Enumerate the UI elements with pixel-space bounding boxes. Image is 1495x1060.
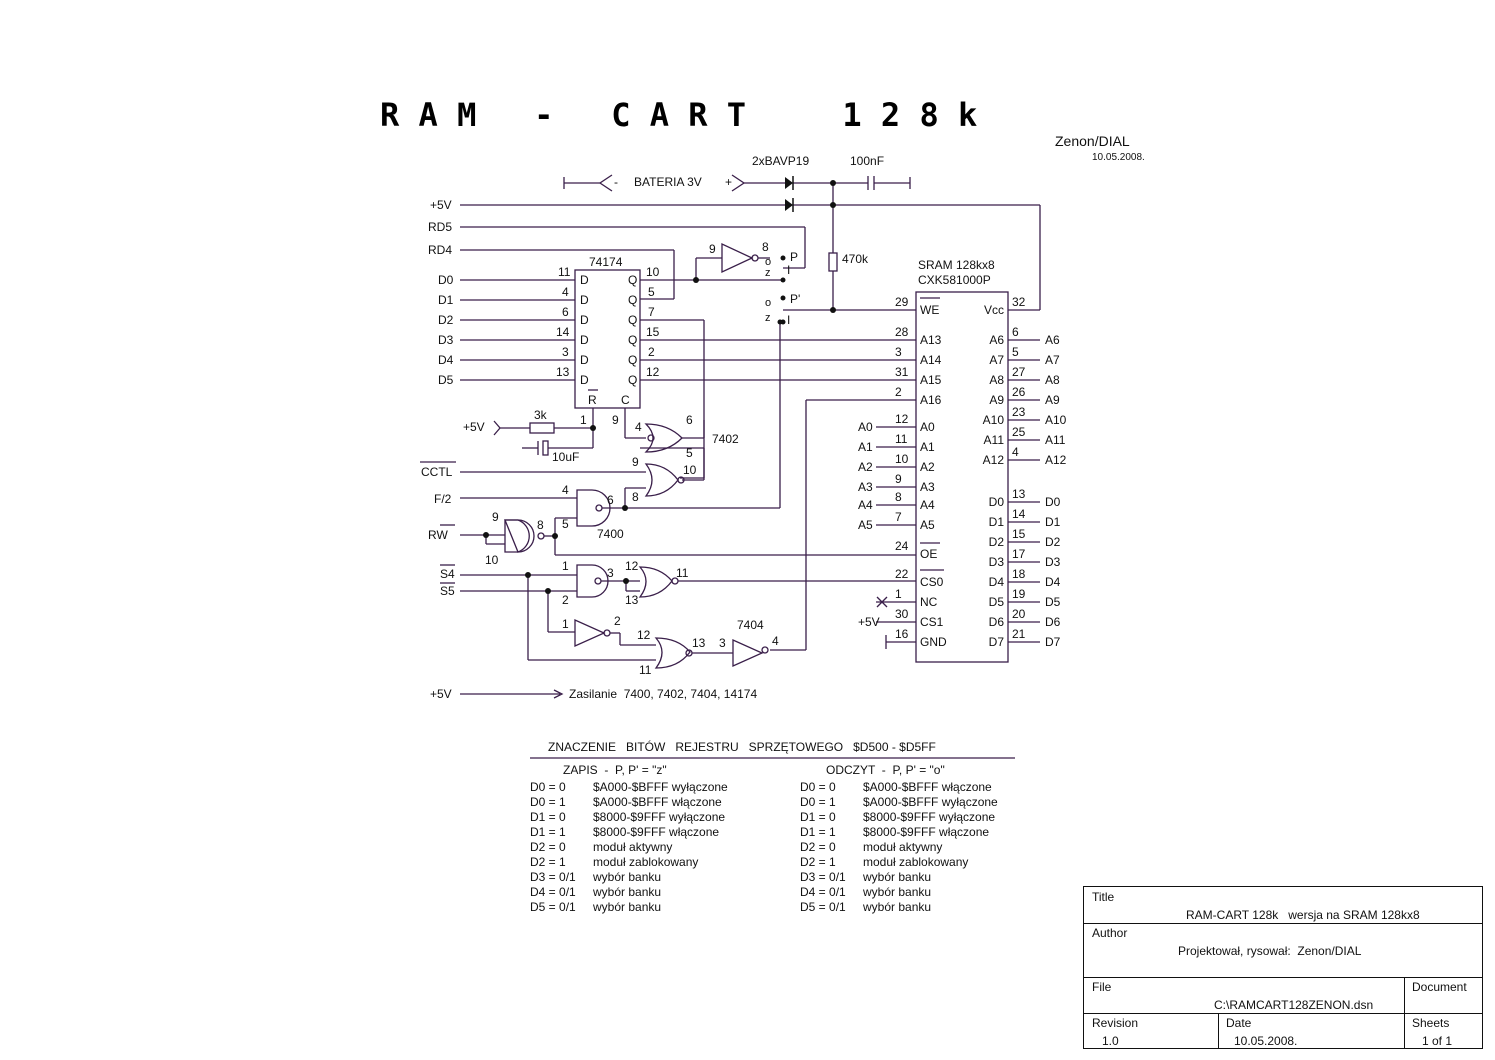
- sram-net-label: +5V: [858, 615, 880, 629]
- input-cctl: CCTL: [421, 465, 453, 479]
- sram-net-label: D3: [1045, 555, 1061, 569]
- gate-pin: 4: [635, 420, 642, 434]
- inv-7404-label: 7404: [737, 618, 764, 632]
- u74174-out-pin: 2: [648, 345, 655, 359]
- sram-pin-name: A14: [920, 353, 942, 367]
- u74174-pin: 3: [562, 345, 569, 359]
- tb-sheets-label: Sheets: [1412, 1016, 1450, 1030]
- sram-pin-name: A12: [982, 453, 1004, 467]
- table-row-value: wybór banku: [593, 870, 662, 884]
- battery-label: BATERIA 3V: [634, 175, 702, 189]
- sram-pin-number: 13: [1012, 487, 1026, 501]
- gate-pin: 9: [632, 455, 639, 469]
- sram-pin-number: 1: [895, 587, 902, 601]
- table-row-value: $8000-$9FFF włączone: [593, 825, 720, 839]
- sram-net-label: A8: [1045, 373, 1060, 387]
- sram-pin-number: 23: [1012, 405, 1026, 419]
- tb-revision-value: 1.0: [1102, 1034, 1119, 1048]
- gate-pin: 10: [683, 463, 697, 477]
- input-rd5: RD5: [428, 220, 453, 234]
- sram-net-label: D6: [1045, 615, 1061, 629]
- sram-pin-name: D3: [988, 555, 1004, 569]
- table-row-value: moduł aktywny: [863, 840, 943, 854]
- input-5v: +5V: [430, 198, 452, 212]
- sram-pin-name: A6: [989, 333, 1004, 347]
- gate-pin: 8: [537, 518, 544, 532]
- input-d5: D5: [438, 373, 454, 387]
- diodes-label: 2xBAVP19: [752, 154, 810, 168]
- table-row-key: D3 = 0/1: [800, 870, 846, 884]
- reset-cap-label: 10uF: [552, 450, 580, 464]
- table-row-key: D2 = 1: [530, 855, 566, 869]
- tb-file-value: C:\RAMCART128ZENON.dsn: [1214, 998, 1374, 1012]
- u74174-c-pin: 9: [612, 413, 619, 427]
- tb-date-label: Date: [1226, 1016, 1252, 1030]
- tb-author-label: Author: [1092, 926, 1128, 940]
- sram-pin-name: A4: [920, 498, 935, 512]
- gate-pin: 4: [772, 634, 779, 648]
- tb-title-label: Title: [1092, 890, 1115, 904]
- sram-pin-name: A11: [983, 433, 1004, 447]
- date-tag: 10.05.2008.: [1092, 152, 1145, 163]
- table-heading: ZNACZENIE BITÓW REJESTRU SPRZĘTOWEGO $D500 - $D5FF: [548, 740, 936, 754]
- gate-pin: 10: [485, 553, 499, 567]
- input-rw: RW: [428, 528, 448, 542]
- designer-tag: Zenon/DIAL: [1055, 133, 1130, 149]
- sram-pin-number: 27: [1012, 365, 1026, 379]
- sram-pin-number: 15: [1012, 527, 1026, 541]
- table-row-key: D0 = 1: [530, 795, 566, 809]
- table-row-value: wybór banku: [863, 885, 932, 899]
- switch-p-i: I: [787, 263, 791, 277]
- gate-pin: 6: [607, 493, 614, 507]
- sram-name: SRAM 128kx8: [918, 258, 995, 272]
- u74174-pin: 14: [556, 325, 570, 339]
- tb-file-label: File: [1092, 980, 1112, 994]
- sram-net-label: A0: [858, 420, 873, 434]
- tb-author-value: Projektował, rysował: Zenon/DIAL: [1178, 944, 1362, 958]
- sram-pin-number: 22: [895, 567, 909, 581]
- u74174-d: D: [580, 373, 589, 387]
- sram-net-label: A9: [1045, 393, 1060, 407]
- u74174-d: D: [580, 273, 589, 287]
- input-rd4: RD4: [428, 243, 453, 257]
- sram-net-label: D5: [1045, 595, 1061, 609]
- title-block: [1083, 886, 1483, 1049]
- sram-pin-name: D0: [988, 495, 1004, 509]
- table-row-key: D1 = 0: [530, 810, 566, 824]
- gate-pin: 11: [639, 663, 652, 677]
- sram-pin-number: 9: [895, 472, 902, 486]
- sram-pin-name: A5: [920, 518, 935, 532]
- switch-p-z: z: [765, 267, 771, 279]
- u74174-out-pin: 10: [646, 265, 660, 279]
- gate-pin: 9: [492, 510, 499, 524]
- sram-net-label: A7: [1045, 353, 1060, 367]
- table-row-key: D3 = 0/1: [530, 870, 576, 884]
- u74174-pin: 6: [562, 305, 569, 319]
- sram-pin-name: D2: [988, 535, 1004, 549]
- sram-pin-name: A7: [989, 353, 1004, 367]
- nand-7400-label: 7400: [597, 527, 624, 541]
- sram-pin-number: 12: [895, 412, 909, 426]
- sram-pin-name: Vcc: [983, 303, 1004, 317]
- sram-net-label: A12: [1045, 453, 1067, 467]
- u74174-d: D: [580, 313, 589, 327]
- sram-pin-name: OE: [920, 547, 938, 561]
- gate-pin: 1: [562, 559, 569, 573]
- sram-pin-number: 26: [1012, 385, 1026, 399]
- sram-pin-name: A3: [920, 480, 935, 494]
- u74174-q: Q: [628, 353, 638, 367]
- sram-pin-number: 6: [1012, 325, 1019, 339]
- u74174-out-pin: 7: [648, 305, 655, 319]
- sram-pin-number: 10: [895, 452, 909, 466]
- u74174-c: C: [621, 393, 630, 407]
- table-row-value: $A000-$BFFF włączone: [863, 780, 992, 794]
- sram-pin-name: A0: [920, 420, 935, 434]
- gate-pin: 4: [562, 483, 569, 497]
- switch-pp-label: P': [790, 292, 801, 306]
- u74174-r: R: [588, 393, 597, 407]
- sram-pin-number: 3: [895, 345, 902, 359]
- sram-net-label: D2: [1045, 535, 1061, 549]
- gate-pin: 1: [562, 617, 569, 631]
- sram-net-label: D1: [1045, 515, 1061, 529]
- gate-pin: 2: [614, 614, 621, 628]
- table-row-value: wybór banku: [593, 900, 662, 914]
- table-row-value: $A000-$BFFF włączone: [593, 795, 722, 809]
- table-row-key: D2 = 1: [800, 855, 836, 869]
- sram-net-label: D4: [1045, 575, 1061, 589]
- sram-pin-number: 7: [895, 510, 902, 524]
- tb-sheets-value: 1 of 1: [1422, 1034, 1453, 1048]
- switch-p-o: o: [765, 256, 772, 268]
- u74174-d: D: [580, 293, 589, 307]
- sram-net-label: D0: [1045, 495, 1061, 509]
- sram-pin-name: D5: [988, 595, 1004, 609]
- table-row-key: D5 = 0/1: [800, 900, 846, 914]
- sram-net-label: A3: [858, 480, 873, 494]
- sram-pin-name: A8: [989, 373, 1004, 387]
- sram-net-label: A5: [858, 518, 873, 532]
- table-row-value: wybór banku: [593, 885, 662, 899]
- table-right-head: ODCZYT - P, P' = "o": [826, 763, 945, 777]
- sram-net-label: A2: [858, 460, 873, 474]
- battery-plus: +: [725, 175, 733, 189]
- u74174-out-pin: 5: [648, 285, 655, 299]
- sram-pin-name: A2: [920, 460, 935, 474]
- sram-net-label: A10: [1045, 413, 1067, 427]
- table-row-value: $A000-$BFFF wyłączone: [863, 795, 998, 809]
- sram-pin-number: 32: [1012, 295, 1026, 309]
- gate-pin: 6: [686, 413, 693, 427]
- table-row-key: D1 = 1: [800, 825, 836, 839]
- sram-pin-name: A15: [920, 373, 942, 387]
- table-left-head: ZAPIS - P, P' = "z": [563, 763, 667, 777]
- tb-revision-label: Revision: [1092, 1016, 1139, 1030]
- table-row-key: D1 = 0: [800, 810, 836, 824]
- sram-part: CXK581000P: [918, 273, 991, 287]
- sram-pin-name: A1: [920, 440, 935, 454]
- tb-date-value: 10.05.2008.: [1234, 1034, 1298, 1048]
- sram-pin-number: 24: [895, 539, 909, 553]
- sram-net-label: D7: [1045, 635, 1061, 649]
- table-row-key: D5 = 0/1: [530, 900, 576, 914]
- sram-pin-number: 4: [1012, 445, 1019, 459]
- sram-pin-number: 29: [895, 295, 909, 309]
- reset-res-label: 3k: [534, 408, 547, 422]
- tb-document-label: Document: [1412, 980, 1467, 994]
- u74174-q: Q: [628, 373, 638, 387]
- table-row-value: $8000-$9FFF włączone: [863, 825, 990, 839]
- table-row-value: moduł zablokowany: [863, 855, 969, 869]
- table-row-key: D0 = 0: [530, 780, 566, 794]
- table-row-key: D2 = 0: [530, 840, 566, 854]
- sram-pin-name: A10: [982, 413, 1004, 427]
- sram-pin-number: 11: [895, 432, 908, 446]
- sram-pin-name: D6: [988, 615, 1004, 629]
- u74174-r-pin: 1: [580, 413, 587, 427]
- gate-pin: 2: [562, 593, 569, 607]
- u74174-pin: 4: [562, 285, 569, 299]
- power-note-vcc: +5V: [430, 687, 452, 701]
- input-f2: F/2: [434, 492, 452, 506]
- u74174-d: D: [580, 353, 589, 367]
- table-row-key: D1 = 1: [530, 825, 566, 839]
- table-row-value: $A000-$BFFF wyłączone: [593, 780, 728, 794]
- sram-pin-name: CS1: [920, 615, 944, 629]
- sram-pin-number: 28: [895, 325, 909, 339]
- sram-pin-name: WE: [920, 303, 940, 317]
- u74174-q: Q: [628, 273, 638, 287]
- table-row-key: D2 = 0: [800, 840, 836, 854]
- sram-net-label: A11: [1045, 433, 1066, 447]
- u74174-q: Q: [628, 333, 638, 347]
- sram-pin-name: A9: [989, 393, 1004, 407]
- table-row-key: D0 = 0: [800, 780, 836, 794]
- sram-pin-name: CS0: [920, 575, 944, 589]
- sram-pin-number: 16: [895, 627, 909, 641]
- sram-net-label: A4: [858, 498, 873, 512]
- switch-pp-o: o: [765, 297, 772, 309]
- gate-pin: 3: [719, 636, 726, 650]
- table-row-value: wybór banku: [863, 900, 932, 914]
- sram-pin-number: 20: [1012, 607, 1026, 621]
- gate-pin: 11: [676, 566, 689, 580]
- u74174-out-pin: 12: [646, 365, 660, 379]
- gate-pin: 13: [692, 636, 706, 650]
- u74174-out-pin: 15: [646, 325, 660, 339]
- sram-pin-number: 14: [1012, 507, 1026, 521]
- sram-pin-name: GND: [920, 635, 947, 649]
- table-row-value: moduł aktywny: [593, 840, 673, 854]
- switch-p-label: P: [790, 250, 799, 264]
- u74174-q: Q: [628, 293, 638, 307]
- resistor-label: 470k: [842, 252, 869, 266]
- sram-pin-number: 19: [1012, 587, 1026, 601]
- table-row-value: wybór banku: [863, 870, 932, 884]
- sram-pin-name: D1: [988, 515, 1004, 529]
- input-d4: D4: [438, 353, 454, 367]
- cap-label: 100nF: [850, 154, 885, 168]
- power-note-text: Zasilanie 7400, 7402, 7404, 14174: [569, 687, 758, 701]
- sram-pin-name: A16: [920, 393, 942, 407]
- tb-title-value: RAM-CART 128k wersja na SRAM 128kx8: [1186, 908, 1420, 922]
- input-d3: D3: [438, 333, 454, 347]
- sram-pin-number: 31: [895, 365, 909, 379]
- input-d2: D2: [438, 313, 454, 327]
- input-d0: D0: [438, 273, 454, 287]
- gate-pin: 12: [625, 559, 639, 573]
- gate-pin: 9: [709, 242, 716, 256]
- u74174-pin: 11: [558, 265, 571, 279]
- switch-pp-z: z: [765, 312, 771, 324]
- gate-pin: 12: [637, 628, 651, 642]
- sram-pin-number: 21: [1012, 627, 1026, 641]
- sram-pin-name: D7: [988, 635, 1004, 649]
- table-row-key: D4 = 0/1: [530, 885, 576, 899]
- u74174-pin: 13: [556, 365, 570, 379]
- gate-pin: 5: [562, 517, 569, 531]
- gate-pin: 5: [686, 446, 693, 460]
- sram-pin-number: 25: [1012, 425, 1026, 439]
- table-row-value: $8000-$9FFF wyłączone: [863, 810, 996, 824]
- sram-pin-name: A13: [920, 333, 942, 347]
- gate-pin: 8: [762, 240, 769, 254]
- table-row-value: $8000-$9FFF wyłączone: [593, 810, 726, 824]
- sram-pin-number: 30: [895, 607, 909, 621]
- u74174-name: 74174: [589, 255, 623, 269]
- sram-net-label: A6: [1045, 333, 1060, 347]
- battery-minus: -: [614, 175, 618, 189]
- sram-pin-number: 2: [895, 385, 902, 399]
- sram-net-label: A1: [858, 440, 873, 454]
- gate-pin: 8: [632, 490, 639, 504]
- sram-pin-name: NC: [920, 595, 938, 609]
- table-row-key: D4 = 0/1: [800, 885, 846, 899]
- schematic-title: R A M - C A R T 1 2 8 k: [380, 96, 978, 134]
- u74174-q: Q: [628, 313, 638, 327]
- table-row-key: D0 = 1: [800, 795, 836, 809]
- gate-pin: 13: [625, 593, 639, 607]
- sram-pin-number: 5: [1012, 345, 1019, 359]
- nor-7402-label: 7402: [712, 432, 739, 446]
- input-s4: S4: [440, 567, 455, 581]
- table-row-value: moduł zablokowany: [593, 855, 699, 869]
- u74174-d: D: [580, 333, 589, 347]
- sram-pin-number: 17: [1012, 547, 1026, 561]
- sram-pin-name: D4: [988, 575, 1004, 589]
- gate-pin: 3: [607, 566, 614, 580]
- reset-vcc: +5V: [463, 420, 485, 434]
- sram-pin-number: 8: [895, 490, 902, 504]
- sram-pin-number: 18: [1012, 567, 1026, 581]
- input-d1: D1: [438, 293, 454, 307]
- switch-pp-i: I: [787, 313, 791, 327]
- input-s5: S5: [440, 584, 455, 598]
